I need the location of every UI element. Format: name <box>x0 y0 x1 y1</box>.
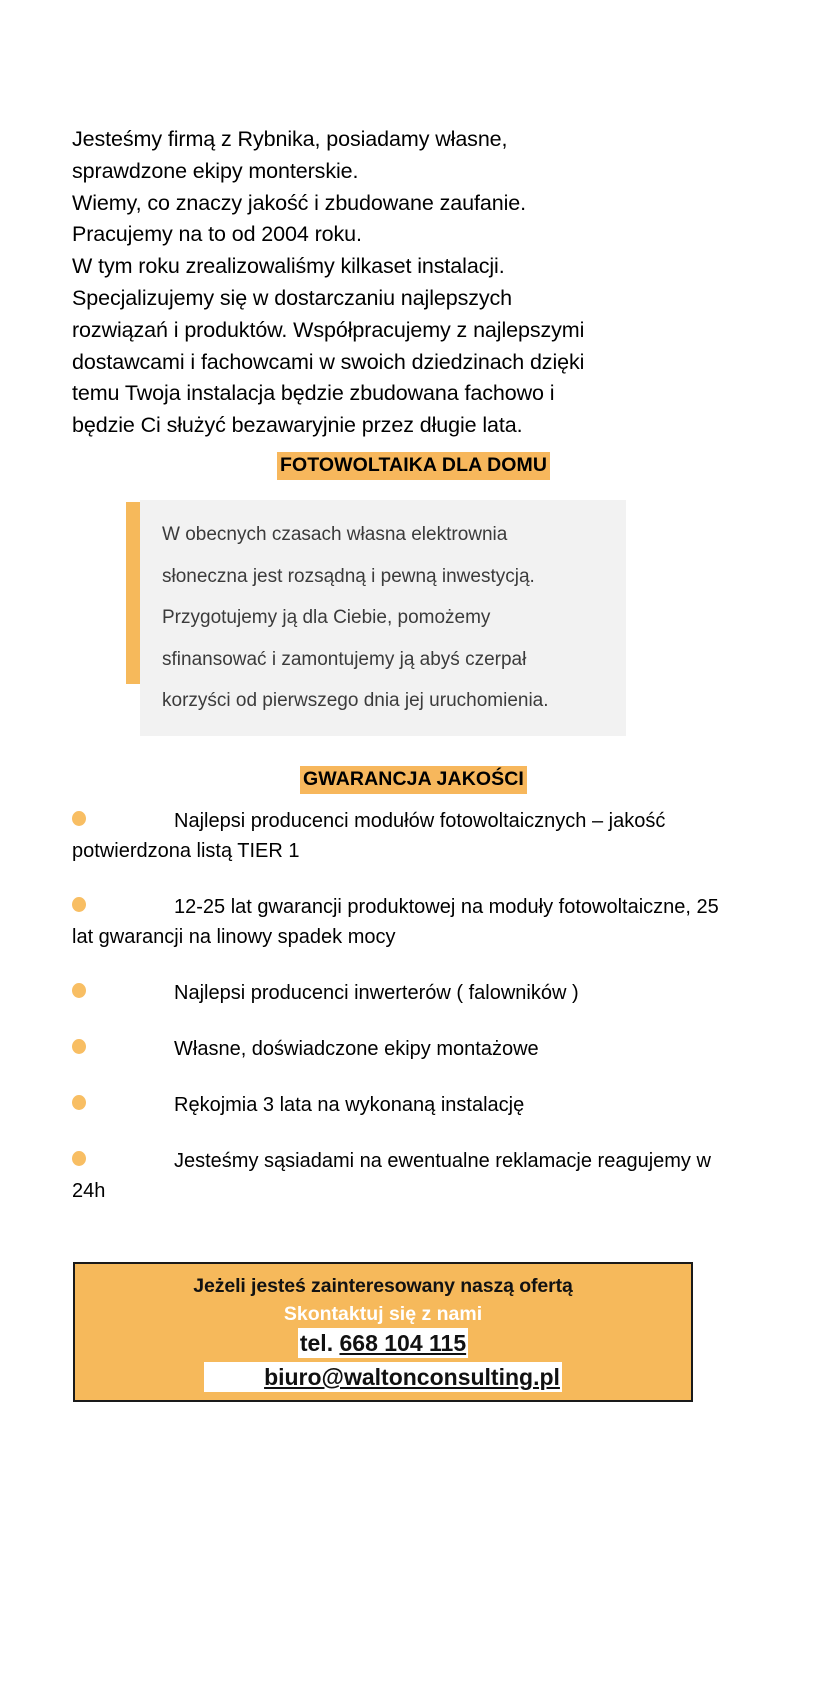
intro-line: będzie Ci służyć bezawaryjnie przez długie lata. <box>72 413 523 438</box>
intro-line: Specjalizujemy się w dostarczaniu najlepszych <box>72 285 513 310</box>
intro-line: rozwiązań i produktów. Współpracujemy z najlepszymi <box>72 317 585 342</box>
phone-prefix: tel. <box>299 1330 340 1356</box>
bullet-dot-icon <box>72 1095 86 1110</box>
intro-line: W tym roku zrealizowaliśmy kilkaset instalacji. <box>72 254 505 279</box>
contact-subheadline: Skontaktuj się z nami <box>283 1303 483 1325</box>
contact-phone-row <box>75 1328 691 1362</box>
list-item-label: Własne, doświadczone ekipy montażowe <box>174 1038 539 1060</box>
bullet-dot-icon <box>72 1039 86 1054</box>
section-heading-gwarancja <box>0 766 827 794</box>
quote-line: słoneczna jest rozsądną i pewną inwestycją. <box>162 565 535 587</box>
quote-text <box>162 514 616 722</box>
phone-number: 668 104 115 <box>339 1330 467 1356</box>
contact-headline: Jeżeli jesteś zainteresowany naszą ofertą <box>193 1275 573 1297</box>
intro-line: dostawcami i fachowcami w swoich dziedzinach dzięki <box>72 349 585 374</box>
list-item-label: Rękojmia 3 lata na wykonaną instalację <box>174 1094 525 1116</box>
quote-accent-bar <box>126 502 140 684</box>
phone-link[interactable] <box>298 1328 468 1358</box>
list-item <box>72 1034 732 1064</box>
list-item-label: 12-25 lat gwarancji produktowej na moduły fotowoltaiczne, 25 lat gwarancji na linowy spadek mocy <box>72 896 725 948</box>
quote-line: W obecnych czasach własna elektrownia <box>162 524 508 545</box>
list-item-label: Najlepsi producenci modułów fotowoltaicznych – jakość potwierdzona listą TIER 1 <box>72 810 671 862</box>
email-link[interactable]: biuro@waltonconsulting.pl <box>204 1362 562 1392</box>
list-item <box>72 978 732 1008</box>
section-heading-label: GWARANCJA JAKOŚCI <box>300 766 527 794</box>
intro-line: Wiemy, co znaczy jakość i zbudowane zaufanie. <box>72 190 526 215</box>
bullet-dot-icon <box>72 811 86 826</box>
bullet-dot-icon <box>72 983 86 998</box>
list-item <box>72 892 732 952</box>
intro-line: Pracujemy na to od 2004 roku. <box>72 222 362 247</box>
intro-line: temu Twoja instalacja będzie zbudowana fachowo i <box>72 381 555 406</box>
quote-line: Przygotujemy ją dla Ciebie, pomożemy <box>162 607 491 628</box>
bullet-dot-icon <box>72 1151 86 1166</box>
section-heading-fotowoltaika <box>0 452 827 480</box>
section-heading-label: FOTOWOLTAIKA DLA DOMU <box>277 452 550 480</box>
quote-line: korzyści od pierwszego dnia jej uruchomienia. <box>162 690 549 711</box>
intro-line: sprawdzone ekipy monterskie. <box>72 158 359 183</box>
bullet-dot-icon <box>72 897 86 912</box>
intro-paragraph <box>72 124 732 442</box>
list-item-label: Jesteśmy sąsiadami na ewentualne reklamacje reagujemy w 24h <box>72 1150 717 1202</box>
quote-block <box>140 500 626 736</box>
list-item-label: Najlepsi producenci inwerterów ( falowników ) <box>174 982 579 1004</box>
list-item <box>72 1146 732 1206</box>
list-item <box>72 1090 732 1120</box>
quote-line: sfinansować i zamontujemy ją abyś czerpał <box>162 648 527 670</box>
intro-line: Jesteśmy firmą z Rybnika, posiadamy własne, <box>72 127 508 151</box>
contact-email-row <box>75 1362 691 1396</box>
contact-cta-box <box>73 1262 693 1402</box>
list-item <box>72 806 732 866</box>
quality-guarantee-list <box>72 806 732 1232</box>
